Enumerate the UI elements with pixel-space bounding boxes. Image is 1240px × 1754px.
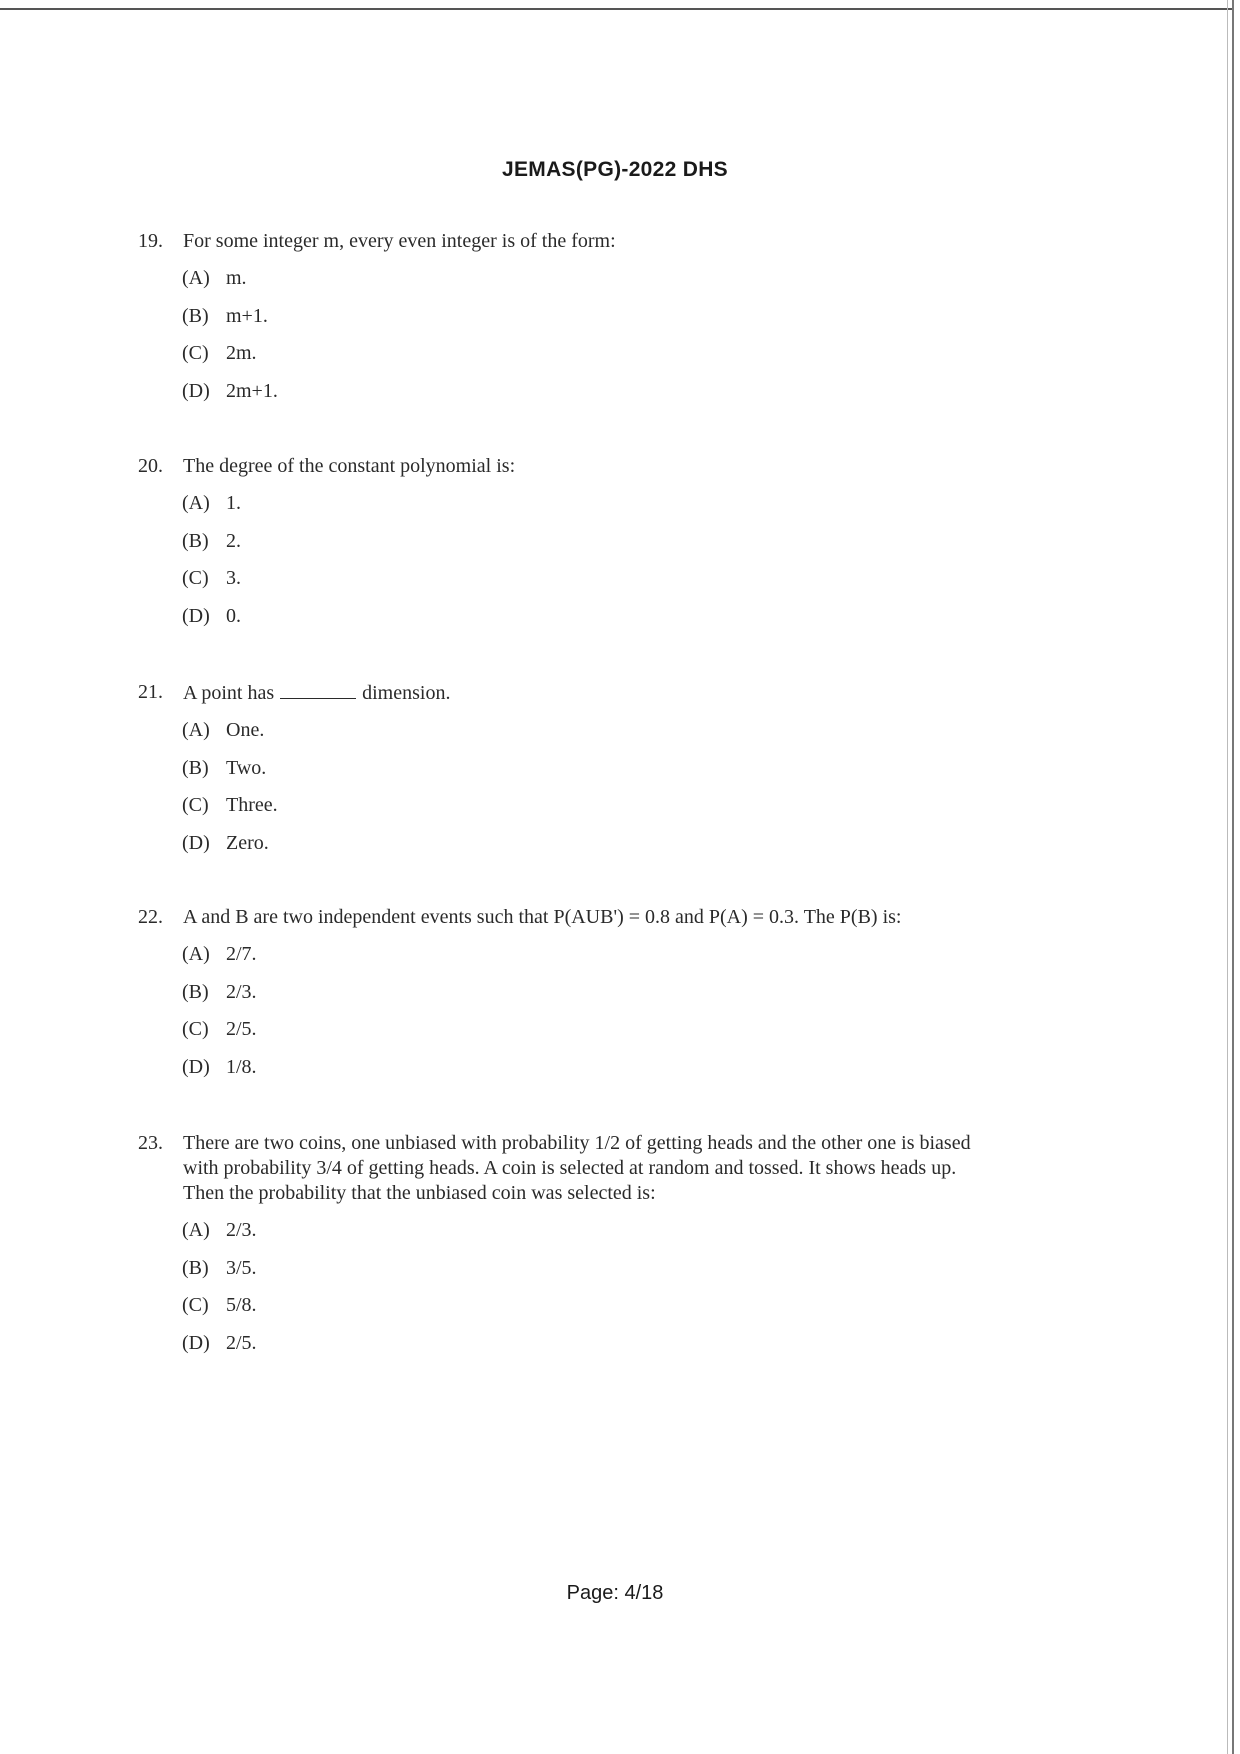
question-text: For some integer m, every even integer is of the form: xyxy=(183,230,616,252)
option-b xyxy=(182,529,1078,554)
question-19 xyxy=(138,229,1078,416)
option-d xyxy=(182,1331,1078,1356)
option-label: (D) xyxy=(182,1331,210,1354)
option-text: 3. xyxy=(226,567,241,589)
page-title: JEMAS(PG)-2022 DHS xyxy=(502,158,728,181)
option-label: (A) xyxy=(182,492,210,514)
option-text: 2/5. xyxy=(226,1331,257,1354)
top-border-line xyxy=(0,8,1234,10)
option-label: (A) xyxy=(182,267,210,289)
option-b xyxy=(182,304,1078,329)
option-text: 5/8. xyxy=(226,1294,257,1316)
option-list xyxy=(182,942,1078,1080)
option-text: 3/5. xyxy=(226,1256,257,1279)
option-list xyxy=(182,491,1078,629)
question-text: A and B are two independent events such that P(AUB') = 0.8 and P(A) = 0.3. The P(B) is: xyxy=(183,906,902,928)
option-label: (B) xyxy=(182,304,209,327)
option-text: 1. xyxy=(226,492,241,514)
option-b xyxy=(182,980,1078,1005)
question-text-end: dimension. xyxy=(362,682,451,704)
option-label: (D) xyxy=(182,604,210,627)
option-text: One. xyxy=(226,719,265,741)
option-label: (D) xyxy=(182,379,210,402)
option-label: (C) xyxy=(182,794,209,816)
option-text: 2m. xyxy=(226,342,257,364)
option-label: (C) xyxy=(182,1018,209,1040)
option-text: 2/3. xyxy=(226,980,257,1003)
question-text xyxy=(183,1131,1078,1206)
option-text: 2/3. xyxy=(226,1219,257,1241)
option-a xyxy=(182,942,1078,967)
option-c xyxy=(182,1293,1078,1318)
question-text-line: with probability 3/4 of getting heads. A coin is selected at random and tossed. It shows heads up. xyxy=(183,1157,957,1179)
option-label: (B) xyxy=(182,756,209,779)
option-text: 0. xyxy=(226,604,241,627)
option-text: 2. xyxy=(226,529,241,552)
question-23 xyxy=(138,1131,1078,1368)
question-number: 23. xyxy=(138,1132,163,1154)
option-a xyxy=(182,491,1078,516)
option-text: Zero. xyxy=(226,831,269,854)
option-text: 1/8. xyxy=(226,1055,257,1078)
option-label: (C) xyxy=(182,342,209,364)
option-b xyxy=(182,756,1078,781)
option-c xyxy=(182,1017,1078,1042)
option-label: (B) xyxy=(182,1256,209,1279)
option-a xyxy=(182,1218,1078,1243)
question-text: The degree of the constant polynomial is: xyxy=(183,455,516,477)
option-text: Three. xyxy=(226,794,278,816)
option-d xyxy=(182,831,1078,856)
option-list xyxy=(182,1218,1078,1356)
question-number: 19. xyxy=(138,230,163,252)
question-text xyxy=(183,680,1078,706)
question-text-line: There are two coins, one unbiased with probability 1/2 of getting heads and the other one is biased xyxy=(183,1132,971,1154)
question-number: 21. xyxy=(138,681,163,703)
right-scan-edge xyxy=(1227,0,1228,1754)
option-text: 2/5. xyxy=(226,1018,257,1040)
option-c xyxy=(182,566,1078,591)
option-c xyxy=(182,793,1078,818)
question-number: 20. xyxy=(138,455,163,477)
option-text: 2m+1. xyxy=(226,379,278,402)
page-number: Page: 4/18 xyxy=(566,1582,664,1604)
option-label: (A) xyxy=(182,719,210,741)
question-21 xyxy=(138,680,1078,868)
question-number: 22. xyxy=(138,906,163,928)
option-label: (D) xyxy=(182,1055,210,1078)
option-d xyxy=(182,379,1078,404)
option-label: (D) xyxy=(182,831,210,854)
option-a xyxy=(182,718,1078,743)
option-label: (A) xyxy=(182,1219,210,1241)
question-text-start: A point has xyxy=(183,682,275,704)
option-d xyxy=(182,604,1078,629)
option-d xyxy=(182,1055,1078,1080)
option-text: m+1. xyxy=(226,304,268,327)
option-list xyxy=(182,718,1078,856)
option-label: (A) xyxy=(182,943,210,965)
option-a xyxy=(182,266,1078,291)
question-text-line: Then the probability that the unbiased coin was selected is: xyxy=(183,1182,656,1204)
option-text: 2/7. xyxy=(226,943,257,965)
option-text: m. xyxy=(226,267,247,289)
option-label: (B) xyxy=(182,980,209,1003)
option-text: Two. xyxy=(226,756,267,779)
question-20 xyxy=(138,454,1078,641)
answer-blank xyxy=(280,680,356,699)
right-border-line xyxy=(1232,0,1234,1754)
option-c xyxy=(182,341,1078,366)
option-list xyxy=(182,266,1078,404)
option-label: (C) xyxy=(182,567,209,589)
option-b xyxy=(182,1256,1078,1281)
option-label: (C) xyxy=(182,1294,209,1316)
option-label: (B) xyxy=(182,529,209,552)
question-22 xyxy=(138,905,1078,1092)
